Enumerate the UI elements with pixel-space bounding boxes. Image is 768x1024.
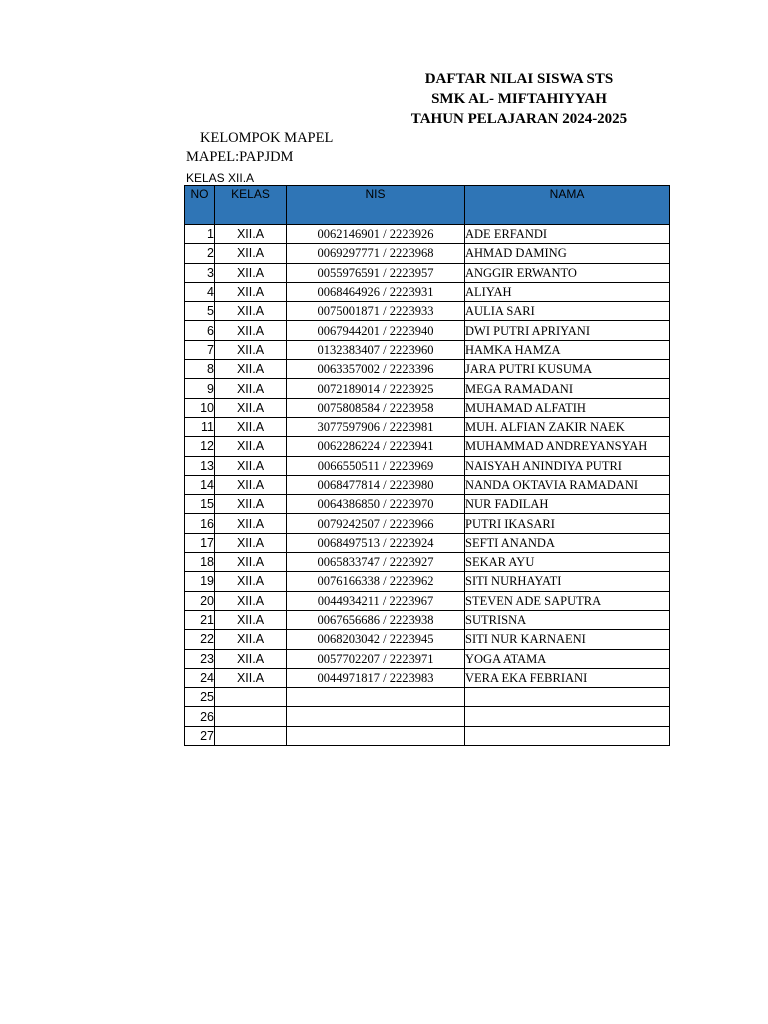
table-row [185, 417, 670, 436]
cell-kelas: XII.A [215, 572, 287, 591]
cell-nis: 0044971817 / 2223983 [287, 668, 465, 687]
cell-nama: AULIA SARI [465, 302, 670, 321]
cell-nis: 3077597906 / 2223981 [287, 417, 465, 436]
cell-nis: 0075001871 / 2223933 [287, 302, 465, 321]
table-row [185, 225, 670, 244]
cell-nama: STEVEN ADE SAPUTRA [465, 591, 670, 610]
cell-nis: 0068477814 / 2223980 [287, 475, 465, 494]
cell-kelas: XII.A [215, 225, 287, 244]
cell-nama: MUHAMMAD ANDREYANSYAH [465, 437, 670, 456]
student-table [184, 185, 670, 746]
table-row [185, 263, 670, 282]
cell-kelas: XII.A [215, 321, 287, 340]
cell-no: 3 [185, 263, 215, 282]
cell-kelas: XII.A [215, 591, 287, 610]
cell-kelas: XII.A [215, 263, 287, 282]
table-row [185, 688, 670, 707]
cell-nis: 0064386850 / 2223970 [287, 495, 465, 514]
cell-no: 14 [185, 475, 215, 494]
table-header-row [185, 186, 670, 225]
cell-no: 18 [185, 553, 215, 572]
cell-no: 23 [185, 649, 215, 668]
cell-nis: 0067656686 / 2223938 [287, 610, 465, 629]
cell-no: 1 [185, 225, 215, 244]
table-row [185, 437, 670, 456]
cell-nama: VERA EKA FEBRIANI [465, 668, 670, 687]
cell-nis: 0062146901 / 2223926 [287, 225, 465, 244]
table-row [185, 321, 670, 340]
cell-no: 16 [185, 514, 215, 533]
table-row [185, 514, 670, 533]
cell-kelas: XII.A [215, 398, 287, 417]
cell-kelas: XII.A [215, 379, 287, 398]
cell-nis: 0068203042 / 2223945 [287, 630, 465, 649]
cell-nis: 0079242507 / 2223966 [287, 514, 465, 533]
cell-nis: 0067944201 / 2223940 [287, 321, 465, 340]
cell-nis: 0055976591 / 2223957 [287, 263, 465, 282]
cell-nis: 0132383407 / 2223960 [287, 340, 465, 359]
cell-no: 20 [185, 591, 215, 610]
cell-nis [287, 707, 465, 726]
cell-nama: MUHAMAD ALFATIH [465, 398, 670, 417]
cell-nis: 0068464926 / 2223931 [287, 282, 465, 301]
cell-no: 17 [185, 533, 215, 552]
cell-kelas: XII.A [215, 302, 287, 321]
column-header-kelas: KELAS [215, 186, 287, 225]
table-row [185, 707, 670, 726]
cell-no: 10 [185, 398, 215, 417]
cell-kelas [215, 707, 287, 726]
cell-kelas: XII.A [215, 649, 287, 668]
cell-kelas: XII.A [215, 340, 287, 359]
cell-nama: ANGGIR ERWANTO [465, 263, 670, 282]
cell-nama [465, 707, 670, 726]
cell-no: 22 [185, 630, 215, 649]
cell-nama: HAMKA HAMZA [465, 340, 670, 359]
column-header-nama: NAMA [465, 186, 670, 225]
cell-nama: SITI NURHAYATI [465, 572, 670, 591]
cell-nama: SEKAR AYU [465, 553, 670, 572]
table-row [185, 495, 670, 514]
cell-nama: SEFTI ANANDA [465, 533, 670, 552]
table-row [185, 302, 670, 321]
cell-no: 24 [185, 668, 215, 687]
cell-kelas: XII.A [215, 630, 287, 649]
cell-nama [465, 688, 670, 707]
cell-nama: ALIYAH [465, 282, 670, 301]
table-row [185, 649, 670, 668]
cell-no: 27 [185, 726, 215, 745]
table-row [185, 668, 670, 687]
cell-no: 19 [185, 572, 215, 591]
cell-nama: AHMAD DAMING [465, 244, 670, 263]
table-row [185, 360, 670, 379]
cell-nis: 0066550511 / 2223969 [287, 456, 465, 475]
column-header-nis: NIS [287, 186, 465, 225]
cell-nama: NAISYAH ANINDIYA PUTRI [465, 456, 670, 475]
cell-nis: 0072189014 / 2223925 [287, 379, 465, 398]
title-line-3: TAHUN PELAJARAN 2024-2025 [410, 111, 628, 127]
cell-kelas [215, 726, 287, 745]
cell-no: 6 [185, 321, 215, 340]
cell-no: 4 [185, 282, 215, 301]
cell-no: 26 [185, 707, 215, 726]
cell-nama: ADE ERFANDI [465, 225, 670, 244]
cell-kelas: XII.A [215, 495, 287, 514]
table-row [185, 572, 670, 591]
table-row [185, 533, 670, 552]
cell-nama: SUTRISNA [465, 610, 670, 629]
cell-nama: MEGA RAMADANI [465, 379, 670, 398]
cell-nis: 0062286224 / 2223941 [287, 437, 465, 456]
cell-nama: YOGA ATAMA [465, 649, 670, 668]
cell-nama [465, 726, 670, 745]
cell-kelas: XII.A [215, 668, 287, 687]
cell-no: 15 [185, 495, 215, 514]
cell-nis: 0075808584 / 2223958 [287, 398, 465, 417]
cell-no: 25 [185, 688, 215, 707]
cell-no: 12 [185, 437, 215, 456]
cell-kelas: XII.A [215, 244, 287, 263]
kelas-label: KELAS XII.A [186, 171, 255, 185]
cell-no: 21 [185, 610, 215, 629]
cell-no: 11 [185, 417, 215, 436]
cell-no: 8 [185, 360, 215, 379]
cell-nama: NUR FADILAH [465, 495, 670, 514]
mapel-label: MAPEL:PAPJDM [186, 149, 294, 165]
cell-nama: NANDA OKTAVIA RAMADANI [465, 475, 670, 494]
column-header-no: NO [185, 186, 215, 225]
cell-no: 9 [185, 379, 215, 398]
cell-kelas: XII.A [215, 475, 287, 494]
cell-nama: PUTRI IKASARI [465, 514, 670, 533]
title-line-1: DAFTAR NILAI SISWA STS [424, 71, 614, 87]
table-row [185, 456, 670, 475]
cell-nama: JARA PUTRI KUSUMA [465, 360, 670, 379]
cell-nama: MUH. ALFIAN ZAKIR NAEK [465, 417, 670, 436]
document-title [400, 69, 638, 129]
cell-nis [287, 688, 465, 707]
cell-kelas: XII.A [215, 282, 287, 301]
cell-nama: DWI PUTRI APRIYANI [465, 321, 670, 340]
table-row [185, 726, 670, 745]
cell-no: 13 [185, 456, 215, 475]
cell-kelas: XII.A [215, 360, 287, 379]
table-row [185, 282, 670, 301]
cell-nis [287, 726, 465, 745]
kelompok-mapel-label: KELOMPOK MAPEL [200, 130, 334, 146]
table-row [185, 398, 670, 417]
cell-kelas: XII.A [215, 456, 287, 475]
cell-kelas: XII.A [215, 610, 287, 629]
cell-nama: SITI NUR KARNAENI [465, 630, 670, 649]
cell-kelas: XII.A [215, 437, 287, 456]
cell-kelas: XII.A [215, 417, 287, 436]
table-row [185, 630, 670, 649]
cell-nis: 0057702207 / 2223971 [287, 649, 465, 668]
table-row [185, 244, 670, 263]
cell-nis: 0065833747 / 2223927 [287, 553, 465, 572]
cell-no: 7 [185, 340, 215, 359]
cell-no: 2 [185, 244, 215, 263]
cell-kelas: XII.A [215, 533, 287, 552]
cell-nis: 0076166338 / 2223962 [287, 572, 465, 591]
cell-nis: 0068497513 / 2223924 [287, 533, 465, 552]
table-row [185, 591, 670, 610]
cell-kelas: XII.A [215, 553, 287, 572]
table-row [185, 610, 670, 629]
title-line-2: SMK AL- MIFTAHIYYAH [431, 91, 607, 107]
cell-kelas [215, 688, 287, 707]
table-row [185, 340, 670, 359]
table-row [185, 553, 670, 572]
cell-nis: 0044934211 / 2223967 [287, 591, 465, 610]
cell-nis: 0063357002 / 2223396 [287, 360, 465, 379]
cell-no: 5 [185, 302, 215, 321]
cell-kelas: XII.A [215, 514, 287, 533]
table-row [185, 379, 670, 398]
cell-nis: 0069297771 / 2223968 [287, 244, 465, 263]
table-row [185, 475, 670, 494]
